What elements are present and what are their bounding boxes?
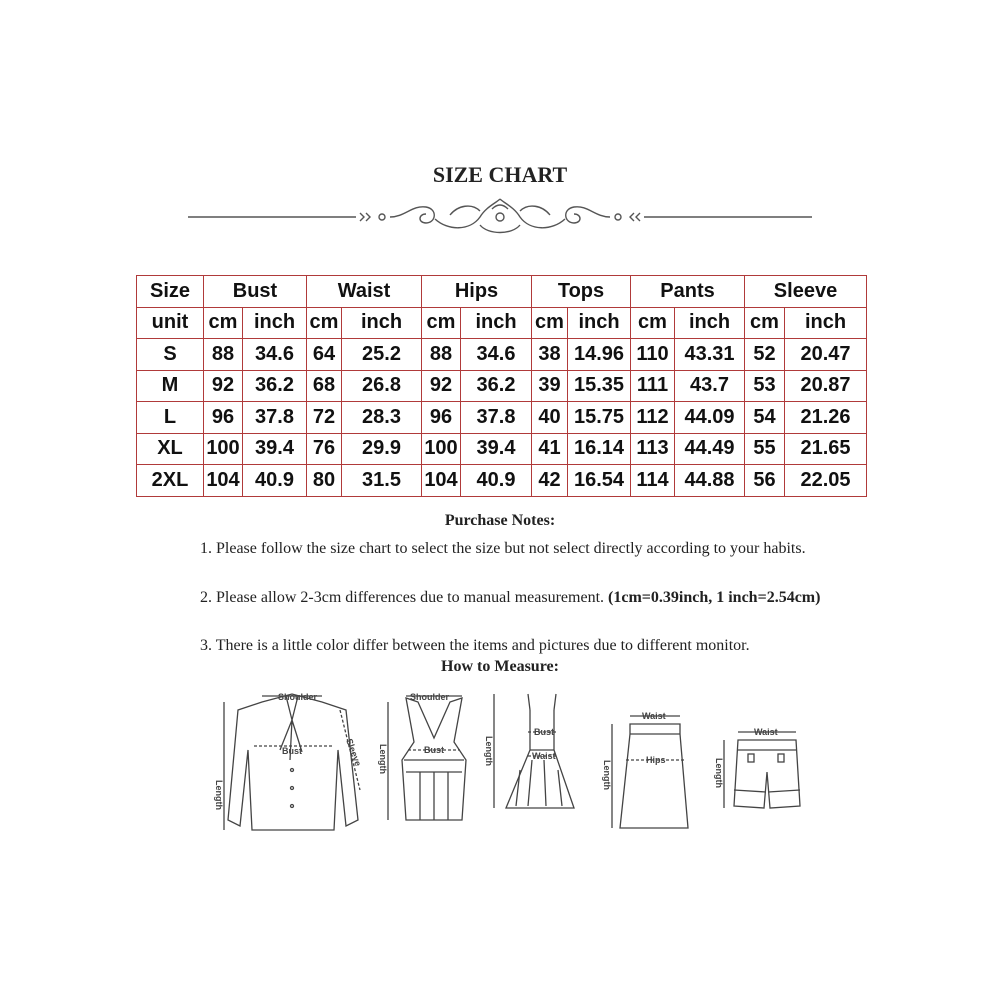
table-cell: 42 xyxy=(532,465,568,497)
header-size: Size xyxy=(137,276,204,308)
blouse-illustration xyxy=(224,694,360,830)
table-cell: 15.35 xyxy=(568,370,631,402)
skirt-illustration xyxy=(612,716,688,828)
ornament-divider xyxy=(180,195,820,239)
table-cell: 44.88 xyxy=(675,465,745,497)
unit-cell: cm xyxy=(532,307,568,339)
table-cell: 16.54 xyxy=(568,465,631,497)
header-sleeve: Sleeve xyxy=(745,276,867,308)
unit-cell: cm xyxy=(631,307,675,339)
table-cell: 34.6 xyxy=(243,339,307,371)
measurement-illustrations xyxy=(210,680,810,850)
table-cell: 34.6 xyxy=(461,339,532,371)
table-cell: 40 xyxy=(532,402,568,434)
table-cell: 92 xyxy=(204,370,243,402)
header-pants: Pants xyxy=(631,276,745,308)
table-cell: 15.75 xyxy=(568,402,631,434)
note-3: 3. There is a little color differ between the items and pictures due to different monitor. xyxy=(200,637,750,654)
table-cell: 44.09 xyxy=(675,402,745,434)
table-cell: 92 xyxy=(422,370,461,402)
table-cell: 40.9 xyxy=(243,465,307,497)
header-waist: Waist xyxy=(307,276,422,308)
skirt-hips-label: Hips xyxy=(646,755,666,765)
table-cell: 76 xyxy=(307,433,342,465)
table-cell: 112 xyxy=(631,402,675,434)
table-row xyxy=(137,465,867,497)
unit-cell: inch xyxy=(568,307,631,339)
table-cell: 39 xyxy=(532,370,568,402)
table-cell: 64 xyxy=(307,339,342,371)
table-cell: 21.65 xyxy=(785,433,867,465)
table-cell: 2XL xyxy=(137,465,204,497)
table-cell: 40.9 xyxy=(461,465,532,497)
shorts-waist-label: Waist xyxy=(754,727,778,737)
table-cell: 88 xyxy=(204,339,243,371)
table-row xyxy=(137,339,867,371)
skirt-waist-label: Waist xyxy=(642,711,666,721)
table-cell: 25.2 xyxy=(342,339,422,371)
table-cell: 21.26 xyxy=(785,402,867,434)
table-cell: 113 xyxy=(631,433,675,465)
blouse-sleeve-label: Sleeve xyxy=(344,737,364,768)
table-cell: 53 xyxy=(745,370,785,402)
note-1: 1. Please follow the size chart to select the size but not select directly according to your habits. xyxy=(200,540,806,557)
dress-bust-label: Bust xyxy=(534,727,554,737)
unit-cell: unit xyxy=(137,307,204,339)
tank-shoulder-label: Shoulder xyxy=(410,692,450,702)
table-cell: 111 xyxy=(631,370,675,402)
table-row xyxy=(137,402,867,434)
table-cell: 114 xyxy=(631,465,675,497)
dress-waist-label: Waist xyxy=(532,751,556,761)
table-cell: 52 xyxy=(745,339,785,371)
table-cell: S xyxy=(137,339,204,371)
table-cell: 39.4 xyxy=(243,433,307,465)
table-cell: 43.31 xyxy=(675,339,745,371)
blouse-length-label: Length xyxy=(214,780,224,810)
how-to-measure-heading: How to Measure: xyxy=(441,658,559,675)
table-cell: 44.49 xyxy=(675,433,745,465)
unit-cell: inch xyxy=(461,307,532,339)
table-cell: 100 xyxy=(422,433,461,465)
table-cell: 37.8 xyxy=(243,402,307,434)
table-cell: 29.9 xyxy=(342,433,422,465)
note-2-conversion: (1cm=0.39inch, 1 inch=2.54cm) xyxy=(608,589,821,606)
table-cell: 96 xyxy=(422,402,461,434)
table-cell: 43.7 xyxy=(675,370,745,402)
table-cell: 88 xyxy=(422,339,461,371)
header-bust: Bust xyxy=(204,276,307,308)
table-cell: L xyxy=(137,402,204,434)
table-cell: 104 xyxy=(204,465,243,497)
shorts-length-label: Length xyxy=(714,758,724,788)
table-cell: 55 xyxy=(745,433,785,465)
table-header-row xyxy=(137,276,867,308)
table-cell: 104 xyxy=(422,465,461,497)
table-cell: 41 xyxy=(532,433,568,465)
table-cell: 22.05 xyxy=(785,465,867,497)
skirt-length-label: Length xyxy=(602,760,612,790)
tank-length-label: Length xyxy=(378,744,388,774)
unit-cell: inch xyxy=(342,307,422,339)
table-cell: 38 xyxy=(532,339,568,371)
table-cell: 28.3 xyxy=(342,402,422,434)
table-row xyxy=(137,433,867,465)
unit-cell: cm xyxy=(422,307,461,339)
table-cell: 54 xyxy=(745,402,785,434)
table-cell: 16.14 xyxy=(568,433,631,465)
table-cell: 36.2 xyxy=(243,370,307,402)
table-row xyxy=(137,370,867,402)
purchase-notes-heading: Purchase Notes: xyxy=(444,512,556,529)
shorts-illustration xyxy=(724,732,800,808)
size-table xyxy=(136,275,867,497)
table-cell: 72 xyxy=(307,402,342,434)
table-cell: 37.8 xyxy=(461,402,532,434)
table-cell: M xyxy=(137,370,204,402)
page-title: SIZE CHART xyxy=(432,162,568,187)
header-tops: Tops xyxy=(532,276,631,308)
table-cell: 20.87 xyxy=(785,370,867,402)
unit-cell: inch xyxy=(785,307,867,339)
table-cell: 20.47 xyxy=(785,339,867,371)
unit-cell: inch xyxy=(243,307,307,339)
blouse-shoulder-label: Shoulder xyxy=(278,692,318,702)
note-2-text: 2. Please allow 2-3cm differences due to manual measurement. xyxy=(200,589,605,606)
table-cell: 96 xyxy=(204,402,243,434)
dress-length-label: Length xyxy=(484,736,494,766)
blouse-bust-label: Bust xyxy=(282,746,302,756)
header-hips: Hips xyxy=(422,276,532,308)
table-cell: 80 xyxy=(307,465,342,497)
table-cell: 56 xyxy=(745,465,785,497)
table-cell: 110 xyxy=(631,339,675,371)
unit-cell: cm xyxy=(204,307,243,339)
table-cell: XL xyxy=(137,433,204,465)
table-cell: 68 xyxy=(307,370,342,402)
table-unit-row xyxy=(137,307,867,339)
tank-top-illustration xyxy=(388,696,466,820)
unit-cell: cm xyxy=(745,307,785,339)
unit-cell: cm xyxy=(307,307,342,339)
table-cell: 39.4 xyxy=(461,433,532,465)
table-cell: 14.96 xyxy=(568,339,631,371)
table-cell: 36.2 xyxy=(461,370,532,402)
table-cell: 100 xyxy=(204,433,243,465)
table-cell: 31.5 xyxy=(342,465,422,497)
note-2 xyxy=(200,586,840,610)
unit-cell: inch xyxy=(675,307,745,339)
table-cell: 26.8 xyxy=(342,370,422,402)
tank-bust-label: Bust xyxy=(424,745,444,755)
